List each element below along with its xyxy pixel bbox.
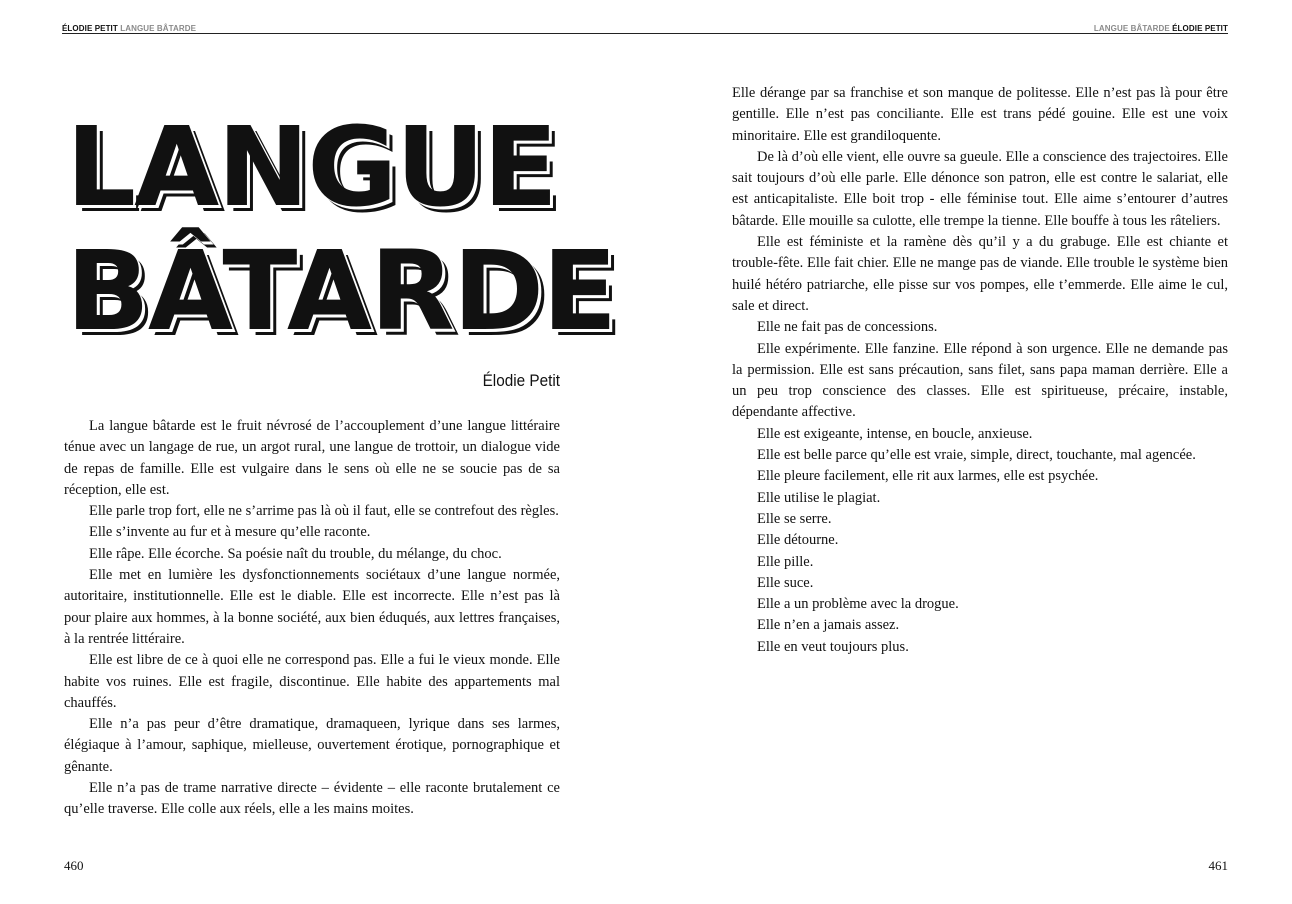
paragraph: Elle pille. — [757, 553, 814, 570]
article-title-line-2: BÂTARDE — [66, 227, 616, 355]
header-author: ÉLODIE PETIT — [62, 24, 118, 33]
header-title: LANGUE BÂTARDE — [120, 24, 197, 33]
paragraph: Elle utilise le plagiat. — [757, 489, 881, 506]
running-header-left — [62, 24, 196, 33]
header-author: ÉLODIE PETIT — [1172, 24, 1228, 33]
paragraph: Elle parle trop fort, elle ne s’arrime pas là où il faut, elle se contrefout des règles. — [89, 503, 559, 520]
paragraph: Elle est exigeante, intense, en boucle, anxieuse. — [757, 425, 1033, 442]
paragraph: Elle est féministe et la ramène dès qu’il y a du grabuge. Elle est chiante et trouble-fête. Elle fait chier. Elle ne mange pas de viande. Elle trouble le système bien huilé hétéro patriarche, elle pisse sur vos pompes, elle t’emmerde. Elle aime le cul, sale et direct. — [732, 234, 1228, 314]
page-number-right: 461 — [1208, 858, 1228, 873]
paragraph: Elle est libre de ce à quoi elle ne correspond pas. Elle a fui le vieux monde. Elle habite vos ruines. Elle est fragile, discontinue. Elle habite des appartements mal chauffés. — [64, 652, 560, 711]
header-rule — [62, 33, 1228, 34]
paragraph: Elle pleure facilement, elle rit aux larmes, elle est psychée. — [757, 468, 1099, 485]
paragraph: Elle râpe. Elle écorche. Sa poésie naît du trouble, du mélange, du choc. — [89, 545, 502, 562]
left-column — [64, 416, 560, 821]
article-author: Élodie Petit — [482, 371, 560, 390]
paragraph: De là d’où elle vient, elle ouvre sa gueule. Elle a conscience des trajectoires. Elle sait toujours d’où elle parle. Elle dénonce son patron, elle est contre le salariat, elle est anticapitaliste. Elle boit trop - elle féminise tout. Elle aime s’entourer d’autres bâtarde. Elle mouille sa culotte, elle trempe la tienne. Elle bouffe à tous les râteliers. — [732, 148, 1228, 229]
paragraph: Elle suce. — [757, 574, 814, 591]
paragraph: La langue bâtarde est le fruit névrosé de l’accouplement d’une langue littéraire ténue avec un langage de rue, un argot rural, une langue de trottoir, un dialogue vide de repas de famille. Elle est vulgaire dans le sens où elle ne se soucie pas de sa réception, elle est. — [64, 418, 560, 498]
paragraph: Elle n’a pas peur d’être dramatique, dramaqueen, lyrique dans ses larmes, élégiaque à l’amour, saphique, mielleuse, ouvertement érotique, pornographique et gênante. — [64, 716, 560, 775]
header-title: LANGUE BÂTARDE — [1093, 24, 1170, 33]
paragraph: Elle a un problème avec la drogue. — [757, 596, 959, 613]
paragraph: Elle se serre. — [757, 510, 832, 527]
paragraph: Elle expérimente. Elle fanzine. Elle répond à son urgence. Elle ne demande pas la permission. Elle est sans précaution, sans filet, sans papa maman derrière. Elle a un peu trop conscience des classes. Elle est spiritueuse, précaire, instable, dépendante affective. — [732, 340, 1228, 421]
paragraph: Elle n’a pas de trame narrative directe – évidente – elle raconte brutalement ce qu’elle traverse. Elle colle aux réels, elle a les mains moites. — [64, 780, 560, 818]
paragraph-continuation: Elle dérange par sa franchise et son manque de politesse. Elle n’est pas là pour être gentille. Elle n’est pas conciliante. Elle est trans pédé gouine. Elle est une voix minoritaire. Elle est grandiloquente. — [732, 85, 1228, 144]
page-number-left: 460 — [64, 858, 84, 873]
paragraph: Elle détourne. — [757, 532, 839, 549]
paragraph: Elle est belle parce qu’elle est vraie, simple, direct, touchante, mal agencée. — [757, 447, 1196, 464]
right-column — [732, 83, 1228, 658]
running-header-right — [1094, 24, 1228, 33]
article-title-line-1: LANGUE — [66, 103, 557, 231]
paragraph: Elle n’en a jamais assez. — [757, 617, 900, 634]
paragraph: Elle met en lumière les dysfonctionnements sociétaux d’une langue normée, autoritaire, institutionnelle. Elle est le diable. Elle est incorrecte. Elle n’est pas là pour plaire aux hommes, à la bonne société, aux bien éduqués, aux lettres françaises, à la rentrée littéraire. — [64, 567, 560, 647]
paragraph: Elle ne fait pas de concessions. — [757, 319, 938, 336]
paragraph: Elle s’invente au fur et à mesure qu’elle raconte. — [89, 524, 371, 541]
paragraph: Elle en veut toujours plus. — [757, 638, 909, 655]
